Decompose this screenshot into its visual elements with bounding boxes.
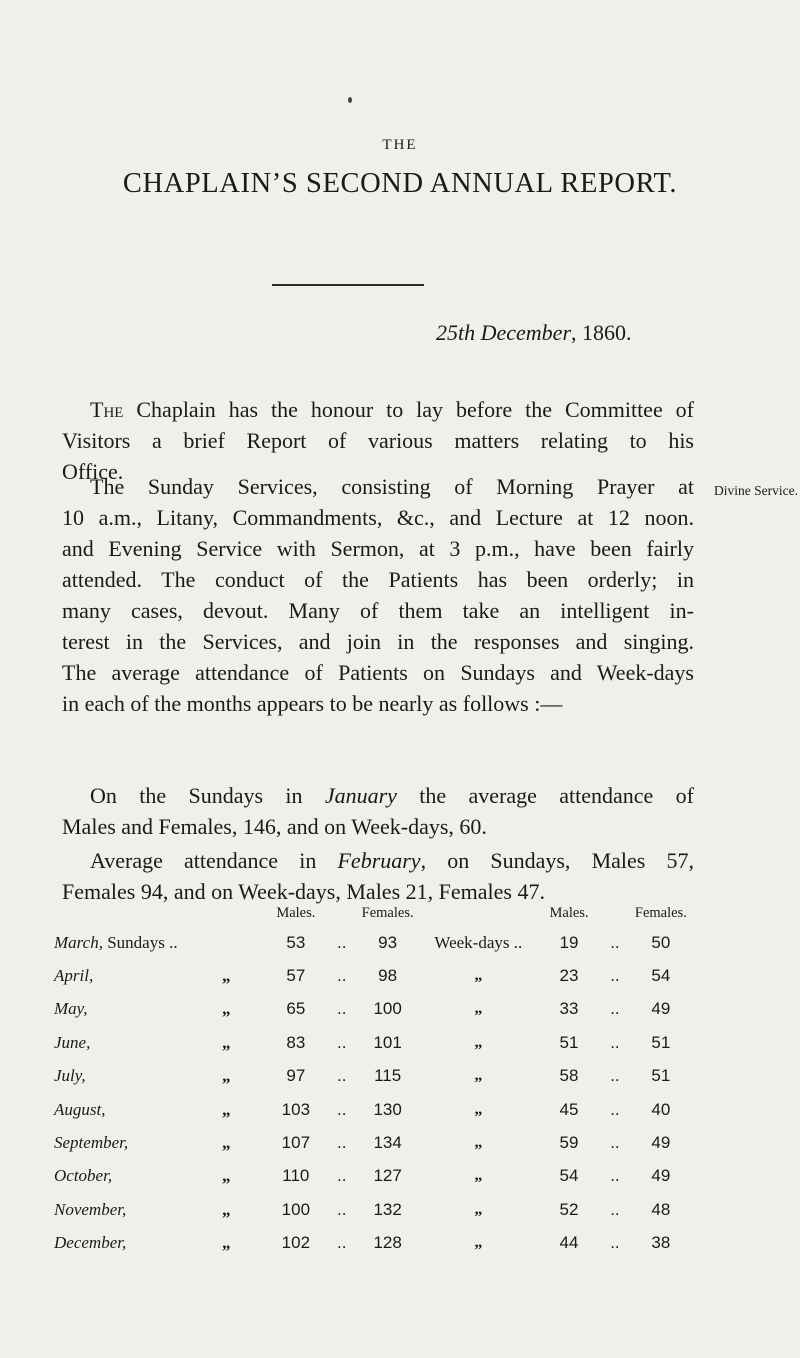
leader-dots: .. bbox=[337, 932, 347, 952]
week-males-value: 51 bbox=[559, 1032, 579, 1052]
weekdays-label: „ bbox=[474, 1200, 483, 1218]
table-row bbox=[54, 1193, 690, 1226]
week-females-value: 54 bbox=[651, 966, 671, 986]
week-females-value: 50 bbox=[651, 932, 671, 952]
leader-dots: .. bbox=[337, 966, 347, 986]
paragraph-line: Males and Females, 146, and on Week-days, 60. bbox=[62, 814, 487, 839]
sundays-label: „ bbox=[221, 1166, 231, 1186]
table-row bbox=[54, 1060, 690, 1093]
sunday-females-value: 130 bbox=[373, 1099, 402, 1119]
leader-dots: .. bbox=[337, 1099, 347, 1119]
paragraph-line: Females 94, and on Week-days, Males 21, Females 47. bbox=[62, 879, 545, 904]
weekdays-label: „ bbox=[474, 1000, 483, 1018]
month-name: January bbox=[324, 783, 397, 808]
month-cell: June, bbox=[54, 1032, 91, 1052]
leader-dots: .. bbox=[610, 1199, 620, 1219]
sundays-label: „ bbox=[221, 1133, 231, 1153]
sundays-label: „ bbox=[221, 1099, 231, 1119]
week-males-value: 44 bbox=[559, 1233, 579, 1253]
week-males-value: 54 bbox=[559, 1166, 579, 1186]
paragraph-line: in each of the months appears to be nearly as follows :— bbox=[62, 691, 563, 716]
weekdays-label: „ bbox=[474, 1100, 483, 1118]
week-females-value: 38 bbox=[651, 1233, 671, 1253]
paragraph-line: The Chaplain has the honour to lay before the Committee of bbox=[90, 397, 694, 422]
february-paragraph bbox=[62, 845, 694, 907]
month-cell: July, bbox=[54, 1066, 86, 1086]
month-cell: September, bbox=[54, 1133, 129, 1153]
sunday-males-value: 100 bbox=[281, 1199, 311, 1219]
month-cell bbox=[54, 926, 267, 959]
paragraph-line: The average attendance of Patients on Sundays and Week-days bbox=[62, 660, 694, 685]
page-title: CHAPLAIN’S SECOND ANNUAL REPORT. bbox=[122, 168, 678, 199]
week-males-value: 59 bbox=[559, 1133, 579, 1153]
weekdays-label: „ bbox=[474, 1234, 483, 1252]
sunday-males-value: 53 bbox=[286, 932, 306, 952]
header-sunday-males: Males. bbox=[276, 904, 316, 921]
sunday-males-value: 57 bbox=[286, 966, 306, 986]
sundays-label: Sundays .. bbox=[107, 932, 178, 952]
sunday-males-value: 97 bbox=[286, 1066, 306, 1086]
sunday-males-value: 103 bbox=[281, 1099, 311, 1119]
weekdays-label: „ bbox=[474, 1134, 483, 1152]
sunday-males-value: 102 bbox=[281, 1233, 311, 1253]
table-row bbox=[54, 959, 690, 992]
header-sunday-females: Females. bbox=[361, 904, 414, 921]
weekdays-label: „ bbox=[474, 967, 483, 985]
report-date-day: 25th December bbox=[436, 320, 572, 345]
report-date-year: , 1860. bbox=[571, 320, 632, 345]
paragraph-line: 10 a.m., Litany, Commandments, &c., and Lecture at 12 noon. bbox=[62, 505, 694, 530]
month-name: March, bbox=[54, 932, 103, 952]
header-week-females: Females. bbox=[634, 904, 687, 921]
week-females-value: 51 bbox=[651, 1032, 671, 1052]
table-row bbox=[54, 1026, 690, 1059]
table-row bbox=[54, 993, 690, 1026]
sunday-females-value: 101 bbox=[373, 1032, 402, 1052]
week-males-value: 45 bbox=[559, 1099, 579, 1119]
month-cell: October, bbox=[54, 1166, 113, 1186]
leader-dots: .. bbox=[337, 1166, 347, 1186]
weekdays-label: „ bbox=[474, 1167, 483, 1185]
leader-dots: .. bbox=[610, 1066, 620, 1086]
weekdays-label: „ bbox=[474, 1067, 483, 1085]
paragraph-line: Office. bbox=[62, 459, 124, 484]
leader-dots: .. bbox=[337, 999, 347, 1019]
month-cell: December, bbox=[54, 1233, 127, 1253]
ink-speck bbox=[348, 97, 352, 103]
month-cell: November, bbox=[54, 1199, 127, 1219]
weekdays-label: Week-days .. bbox=[434, 932, 523, 952]
sunday-females-value: 98 bbox=[378, 966, 398, 986]
intro-first-word: The bbox=[90, 397, 124, 422]
leader-dots: .. bbox=[610, 1166, 620, 1186]
leader-dots: .. bbox=[337, 1032, 347, 1052]
table-row bbox=[54, 1126, 690, 1159]
week-females-value: 49 bbox=[651, 1166, 671, 1186]
leader-dots: .. bbox=[337, 1199, 347, 1219]
week-males-value: 23 bbox=[559, 966, 579, 986]
table-row bbox=[54, 1093, 690, 1126]
header-week-males: Males. bbox=[549, 904, 589, 921]
leader-dots: .. bbox=[610, 1233, 620, 1253]
month-name: February bbox=[337, 848, 421, 873]
month-cell: August, bbox=[54, 1099, 106, 1119]
week-males-value: 19 bbox=[559, 932, 579, 952]
sunday-females-value: 100 bbox=[373, 999, 402, 1019]
sunday-females-value: 132 bbox=[373, 1199, 402, 1219]
sunday-females-value: 93 bbox=[378, 932, 398, 952]
paragraph-line: attended. The conduct of the Patients has been orderly; in bbox=[62, 567, 694, 592]
sundays-label: „ bbox=[221, 966, 231, 986]
attendance-table-body bbox=[54, 926, 690, 1260]
sundays-label: „ bbox=[221, 1199, 231, 1219]
week-males-value: 58 bbox=[559, 1066, 579, 1086]
table-header-row bbox=[54, 900, 690, 926]
paragraph-line: and Evening Service with Sermon, at 3 p.m., have been fairly bbox=[62, 536, 694, 561]
paragraph-line: terest in the Services, and join in the responses and singing. bbox=[62, 629, 694, 654]
sundays-label: „ bbox=[221, 1066, 231, 1086]
paragraph-line: On the Sundays in January the average attendance of bbox=[90, 783, 694, 808]
week-females-value: 51 bbox=[651, 1066, 671, 1086]
sunday-females-value: 127 bbox=[373, 1166, 402, 1186]
weekdays-label: „ bbox=[474, 1033, 483, 1051]
sunday-females-value: 128 bbox=[373, 1233, 402, 1253]
sunday-males-value: 107 bbox=[281, 1133, 311, 1153]
sundays-label: „ bbox=[221, 1032, 231, 1052]
paragraph-line: Average attendance in February, on Sundays, Males 57, bbox=[90, 848, 694, 873]
week-females-value: 48 bbox=[651, 1199, 671, 1219]
paragraph-line: Visitors a brief Report of various matters relating to his bbox=[62, 428, 694, 453]
week-females-value: 49 bbox=[651, 1133, 671, 1153]
leader-dots: .. bbox=[610, 1032, 620, 1052]
sunday-females-value: 115 bbox=[374, 1066, 402, 1086]
leader-dots: .. bbox=[337, 1133, 347, 1153]
sundays-label: „ bbox=[221, 1233, 231, 1253]
table-row bbox=[54, 926, 690, 959]
week-males-value: 33 bbox=[559, 999, 579, 1019]
margin-note: Divine Service. bbox=[714, 483, 798, 498]
report-date bbox=[436, 320, 632, 346]
leader-dots: .. bbox=[610, 966, 620, 986]
week-females-value: 40 bbox=[651, 1099, 671, 1119]
leader-dots: .. bbox=[610, 1099, 620, 1119]
week-females-value: 49 bbox=[651, 999, 671, 1019]
leader-dots: .. bbox=[337, 1233, 347, 1253]
january-paragraph bbox=[62, 780, 694, 842]
title-divider bbox=[272, 284, 424, 286]
month-cell: May, bbox=[54, 999, 88, 1019]
sunday-males-value: 110 bbox=[282, 1166, 310, 1186]
week-males-value: 52 bbox=[559, 1199, 579, 1219]
services-paragraph bbox=[62, 471, 694, 719]
month-cell: April, bbox=[54, 966, 94, 986]
leader-dots: .. bbox=[610, 999, 620, 1019]
leader-dots: .. bbox=[610, 1133, 620, 1153]
paragraph-line: many cases, devout. Many of them take an intelligent in- bbox=[62, 598, 694, 623]
sunday-males-value: 83 bbox=[286, 1032, 306, 1052]
title-article: THE bbox=[382, 137, 418, 153]
sundays-label: „ bbox=[221, 999, 231, 1019]
sunday-males-value: 65 bbox=[286, 999, 306, 1019]
sunday-females-value: 134 bbox=[373, 1133, 402, 1153]
table-row bbox=[54, 1160, 690, 1193]
paragraph-line: The Sunday Services, consisting of Morning Prayer at bbox=[90, 474, 694, 499]
table-row bbox=[54, 1227, 690, 1260]
attendance-table bbox=[54, 900, 690, 1260]
leader-dots: .. bbox=[610, 932, 620, 952]
leader-dots: .. bbox=[337, 1066, 347, 1086]
